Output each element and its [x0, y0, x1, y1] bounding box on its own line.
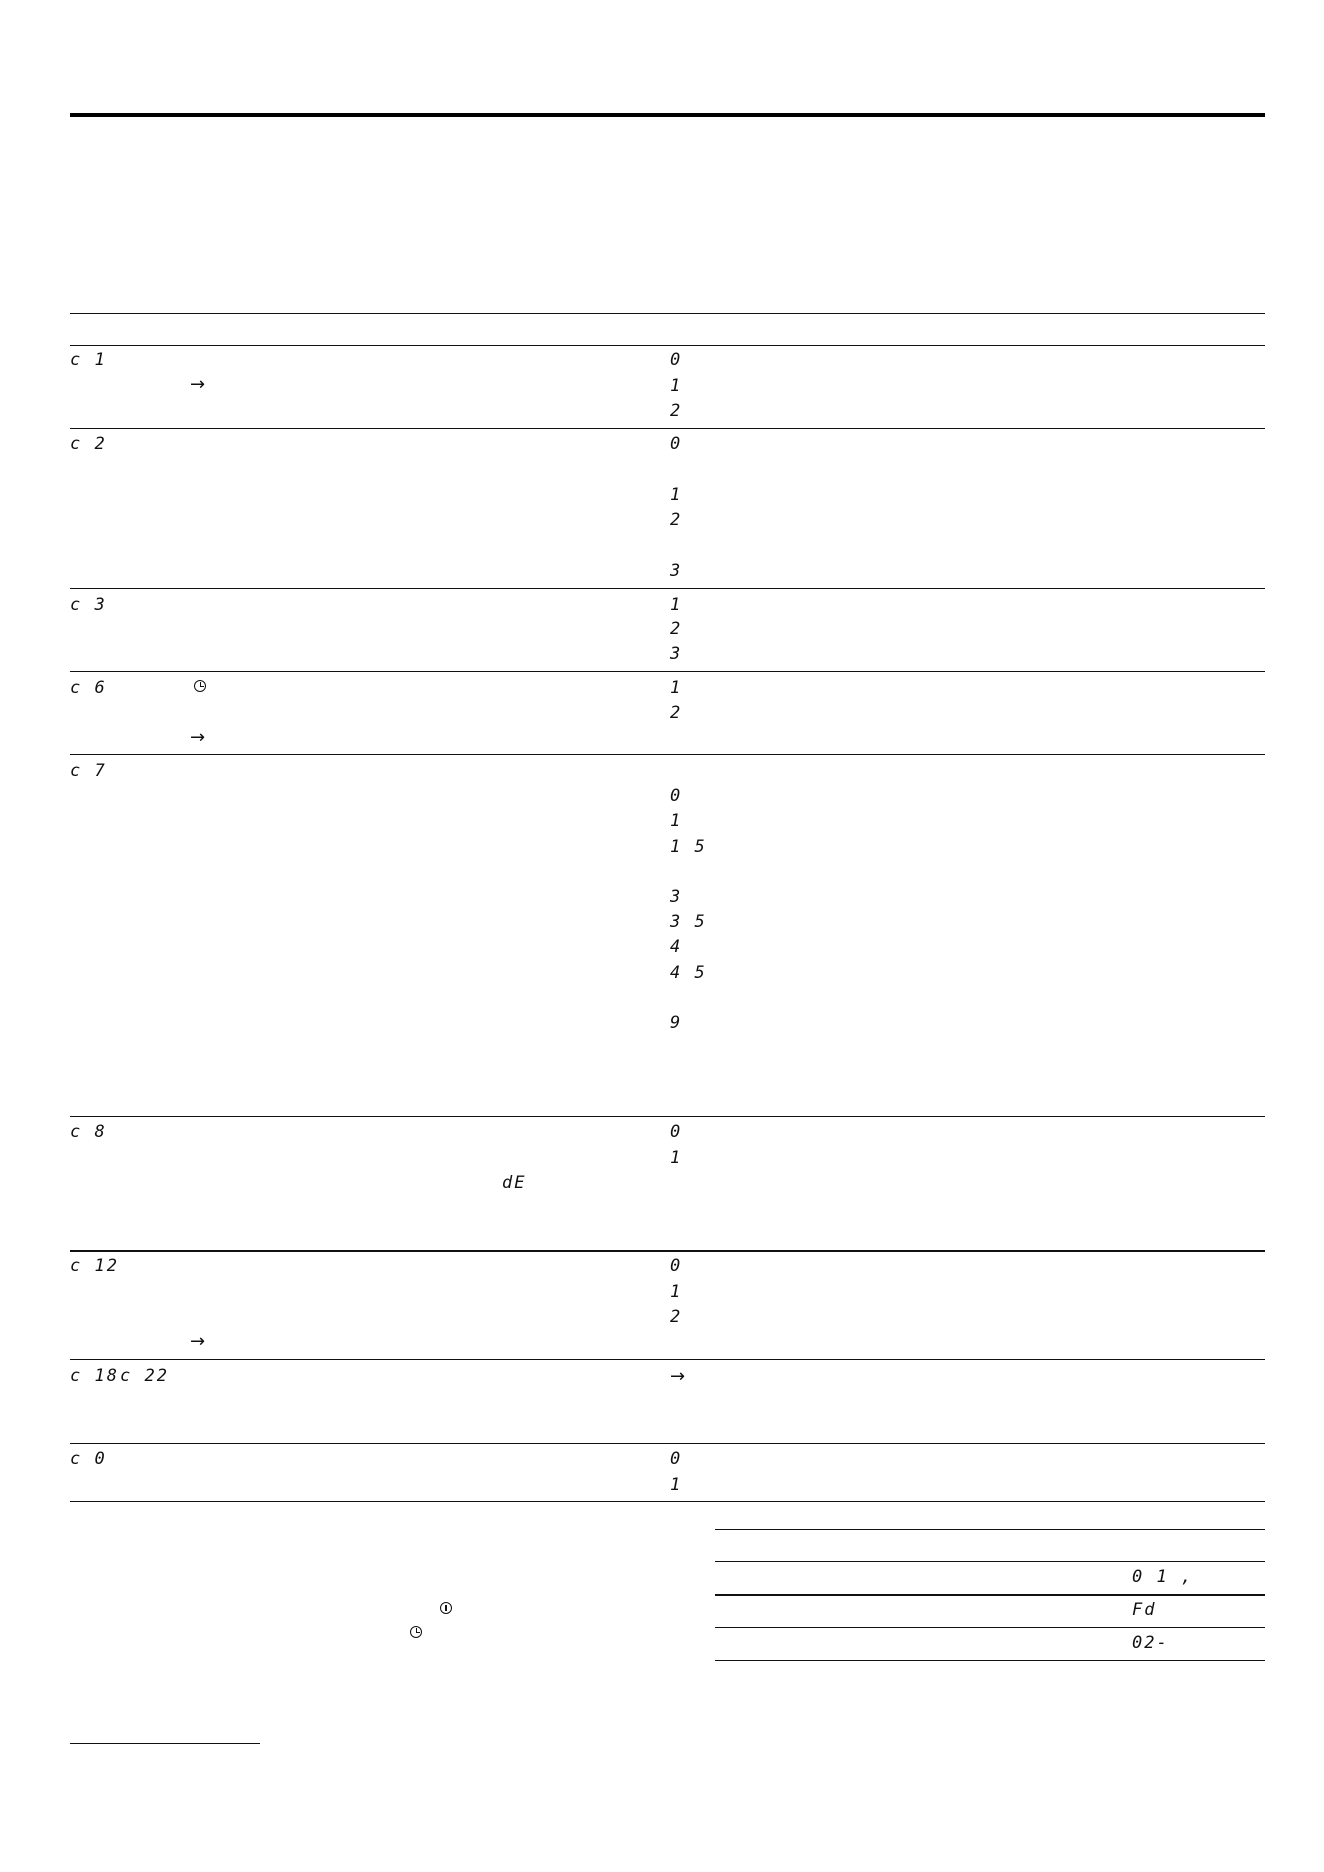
setting-value: 9 [670, 1013, 683, 1033]
setting-value: 3 5 [670, 912, 707, 932]
setting-value: 1 5 [670, 837, 707, 857]
setting-value: 0 [670, 350, 683, 370]
setting-code: c 3 [70, 595, 107, 615]
setting-value: 1 [670, 376, 683, 396]
power-icon [440, 1602, 452, 1614]
setting-code: c 7 [70, 761, 107, 781]
arrow-icon: → [190, 727, 206, 748]
row-divider [70, 1250, 1265, 1252]
setting-value: 2 [670, 703, 683, 723]
setting-code: c 8 [70, 1122, 107, 1142]
setting-value: 3 [670, 561, 683, 581]
page-top-rule [70, 113, 1265, 117]
setting-value: 0 [670, 1122, 683, 1142]
setting-value: 4 [670, 937, 683, 957]
setting-code: c 6 [70, 678, 107, 698]
arrow-icon: → [190, 1331, 206, 1352]
setting-value: 1 [670, 811, 683, 831]
setting-value: 1 [670, 1148, 683, 1168]
info-value: 02- [1132, 1633, 1169, 1653]
setting-code: c 12 [70, 1256, 119, 1276]
setting-value: 1 [670, 485, 683, 505]
setting-value: 0 [670, 434, 683, 454]
row-divider [70, 1359, 1265, 1360]
info-value: Fd [1132, 1600, 1157, 1620]
row-divider [70, 428, 1265, 429]
setting-value: 2 [670, 510, 683, 530]
table-header-top-rule [70, 313, 1265, 314]
info-table-header-rule [715, 1561, 1265, 1562]
setting-value: 2 [670, 1307, 683, 1327]
setting-value: 3 [670, 644, 683, 664]
setting-value: 1 [670, 1282, 683, 1302]
setting-value: 0 [670, 786, 683, 806]
setting-code: c 2 [70, 434, 107, 454]
clock-icon [410, 1626, 422, 1638]
table-bottom-rule [70, 1501, 1265, 1502]
arrow-icon: → [190, 374, 206, 395]
setting-code: c 18 [70, 1366, 119, 1386]
row-divider [70, 1443, 1265, 1444]
inline-display-code: dE [502, 1173, 527, 1193]
info-table-bottom-rule [715, 1660, 1265, 1661]
setting-value: 0 [670, 1256, 683, 1276]
setting-value: 0 [670, 1449, 683, 1469]
info-value: 0 1 , [1132, 1567, 1194, 1587]
setting-code: c 1 [70, 350, 107, 370]
info-table-top-rule [715, 1529, 1265, 1530]
setting-value: 3 [670, 887, 683, 907]
row-divider [70, 1116, 1265, 1117]
row-divider [70, 588, 1265, 589]
clock-icon [194, 680, 206, 692]
setting-value: 2 [670, 619, 683, 639]
setting-value: 1 [670, 678, 683, 698]
info-table-divider [715, 1594, 1265, 1596]
row-divider [70, 671, 1265, 672]
footnote-rule [70, 1743, 260, 1744]
setting-value: 1 [670, 1475, 683, 1495]
row-divider [70, 754, 1265, 755]
arrow-icon: → [670, 1366, 686, 1387]
table-header-bottom-rule [70, 345, 1265, 346]
info-table-divider [715, 1627, 1265, 1628]
setting-code: c 0 [70, 1449, 107, 1469]
setting-value: 4 5 [670, 963, 707, 983]
setting-code-range-end: c 22 [120, 1366, 169, 1386]
setting-value: 1 [670, 595, 683, 615]
setting-value: 2 [670, 401, 683, 421]
